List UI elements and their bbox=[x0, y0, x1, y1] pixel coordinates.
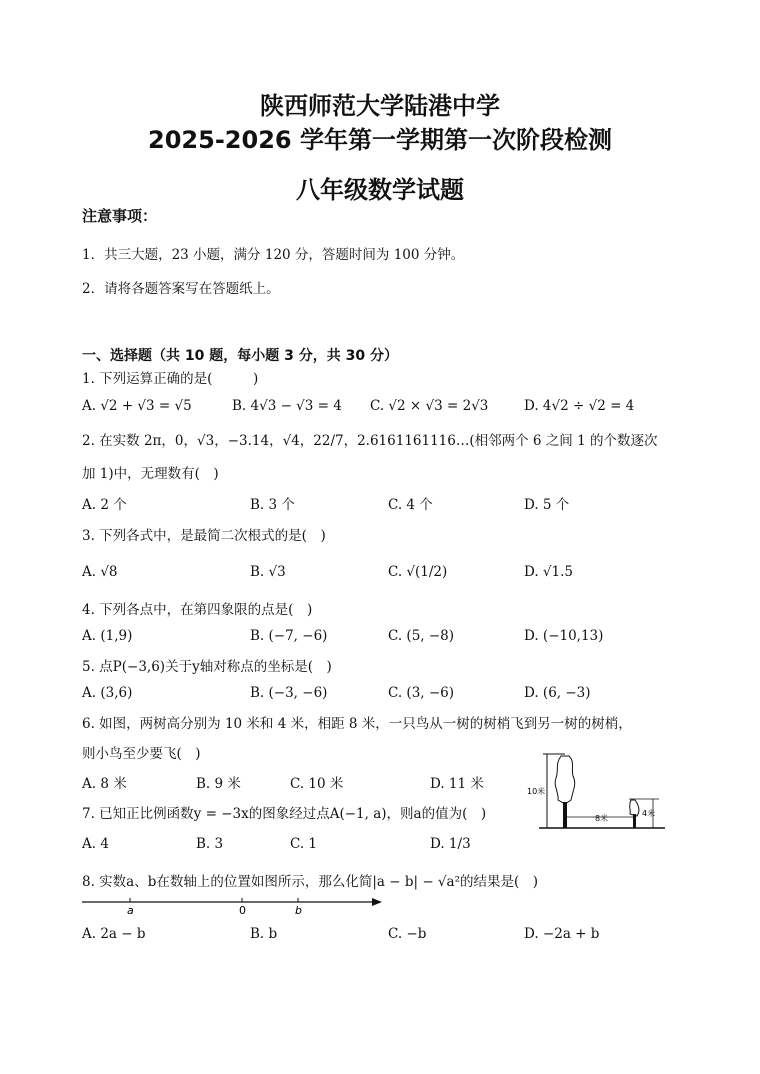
question-5-stem: 5. 点P(−3,6)关于y轴对称点的坐标是( ) bbox=[82, 659, 332, 675]
question-8-stem: 8. 实数a、b在数轴上的位置如图所示，那么化简|a − b| − √a²的结果是( ) bbox=[82, 874, 539, 890]
question-4-option-b: B. (−7, −6) bbox=[250, 628, 328, 644]
tall-tree-trunk bbox=[563, 802, 567, 828]
question-6-option-b: B. 9 米 bbox=[196, 776, 241, 792]
number-line bbox=[82, 892, 392, 920]
question-8-option-b: B. b bbox=[250, 926, 278, 942]
question-5-option-c: C. (3, −6) bbox=[388, 685, 455, 701]
question-1-option-d: D. 4√2 ÷ √2 = 4 bbox=[524, 398, 635, 414]
question-3-option-d: D. √1.5 bbox=[524, 564, 573, 580]
tall-height-label: 10米 bbox=[527, 787, 546, 796]
question-7-option-c: C. 1 bbox=[290, 836, 318, 852]
question-4-stem: 4. 下列各点中，在第四象限的点是( ) bbox=[82, 602, 313, 618]
question-5-option-a: A. (3,6) bbox=[82, 685, 133, 701]
notice-item-1: 1．共三大题，23 小题，满分 120 分，答题时间为 100 分钟。 bbox=[82, 247, 465, 263]
label-a: a bbox=[127, 904, 134, 917]
question-1-option-a: A. √2 + √3 = √5 bbox=[82, 398, 192, 414]
gap-label: 8米 bbox=[595, 814, 609, 823]
short-tree-crown bbox=[630, 800, 639, 816]
question-7-option-b: B. 3 bbox=[196, 836, 224, 852]
tree-figure bbox=[525, 750, 675, 834]
question-5-option-b: B. (−3, −6) bbox=[250, 685, 328, 701]
question-3-stem: 3. 下列各式中，是最简二次根式的是( ) bbox=[82, 528, 326, 544]
number-line-arrow bbox=[372, 898, 382, 906]
question-2-option-d: D. 5 个 bbox=[524, 497, 570, 513]
question-6-option-a: A. 8 米 bbox=[82, 776, 127, 792]
question-6-option-c: C. 10 米 bbox=[290, 776, 344, 792]
question-3-option-a: A. √8 bbox=[82, 564, 118, 580]
question-4-option-c: C. (5, −8) bbox=[388, 628, 455, 644]
label-b: b bbox=[295, 904, 302, 917]
question-3-option-c: C. √(1/2) bbox=[388, 564, 448, 580]
question-2-option-b: B. 3 个 bbox=[250, 497, 295, 513]
question-6-option-d: D. 11 米 bbox=[430, 776, 484, 792]
question-3-option-b: B. √3 bbox=[250, 564, 286, 580]
question-6-stem-cont: 则小鸟至少要飞( ) bbox=[82, 746, 201, 762]
question-8-option-d: D. −2a + b bbox=[524, 926, 600, 942]
short-height-label: 4米 bbox=[642, 809, 656, 818]
label-zero: 0 bbox=[239, 904, 246, 917]
question-2-stem: 2. 在实数 2π，0，√3，−3.14，√4，22/7，2.6161161116…(相邻两个 6 之间 1 的个数逐次 bbox=[82, 433, 658, 449]
question-6-stem: 6. 如图，两树高分别为 10 米和 4 米，相距 8 米，一只鸟从一树的树梢飞到另一树的树梢， bbox=[82, 716, 632, 732]
notice-item-2: 2．请将各题答案写在答题纸上。 bbox=[82, 281, 280, 297]
question-7-option-a: A. 4 bbox=[82, 836, 109, 852]
question-2-option-a: A. 2 个 bbox=[82, 497, 127, 513]
tall-tree-crown bbox=[555, 756, 575, 804]
school-title: 陕西师范大学陆港中学 bbox=[260, 92, 500, 120]
question-2-stem-cont: 加 1)中，无理数有( ) bbox=[82, 466, 219, 482]
term-title: 2025-2026 学年第一学期第一次阶段检测 bbox=[148, 126, 612, 154]
question-7-option-d: D. 1/3 bbox=[430, 836, 471, 852]
subject-title: 八年级数学试题 bbox=[296, 176, 464, 204]
question-1-option-c: C. √2 × √3 = 2√3 bbox=[370, 398, 489, 414]
notice-heading: 注意事项： bbox=[82, 207, 158, 225]
section-heading: 一、选择题（共 10 题，每小题 3 分，共 30 分） bbox=[82, 348, 398, 364]
question-2-option-c: C. 4 个 bbox=[388, 497, 433, 513]
question-7-stem: 7. 已知正比例函数y = −3x的图象经过点A(−1, a)，则a的值为( ) bbox=[82, 806, 487, 822]
question-1-stem: 1. 下列运算正确的是( ) bbox=[82, 371, 259, 387]
short-tree-trunk bbox=[633, 814, 636, 828]
question-4-option-a: A. (1,9) bbox=[82, 628, 133, 644]
question-8-option-a: A. 2a − b bbox=[82, 926, 146, 942]
question-4-option-d: D. (−10,13) bbox=[524, 628, 604, 644]
question-8-option-c: C. −b bbox=[388, 926, 427, 942]
question-1-option-b: B. 4√3 − √3 = 4 bbox=[232, 398, 342, 414]
question-5-option-d: D. (6, −3) bbox=[524, 685, 591, 701]
